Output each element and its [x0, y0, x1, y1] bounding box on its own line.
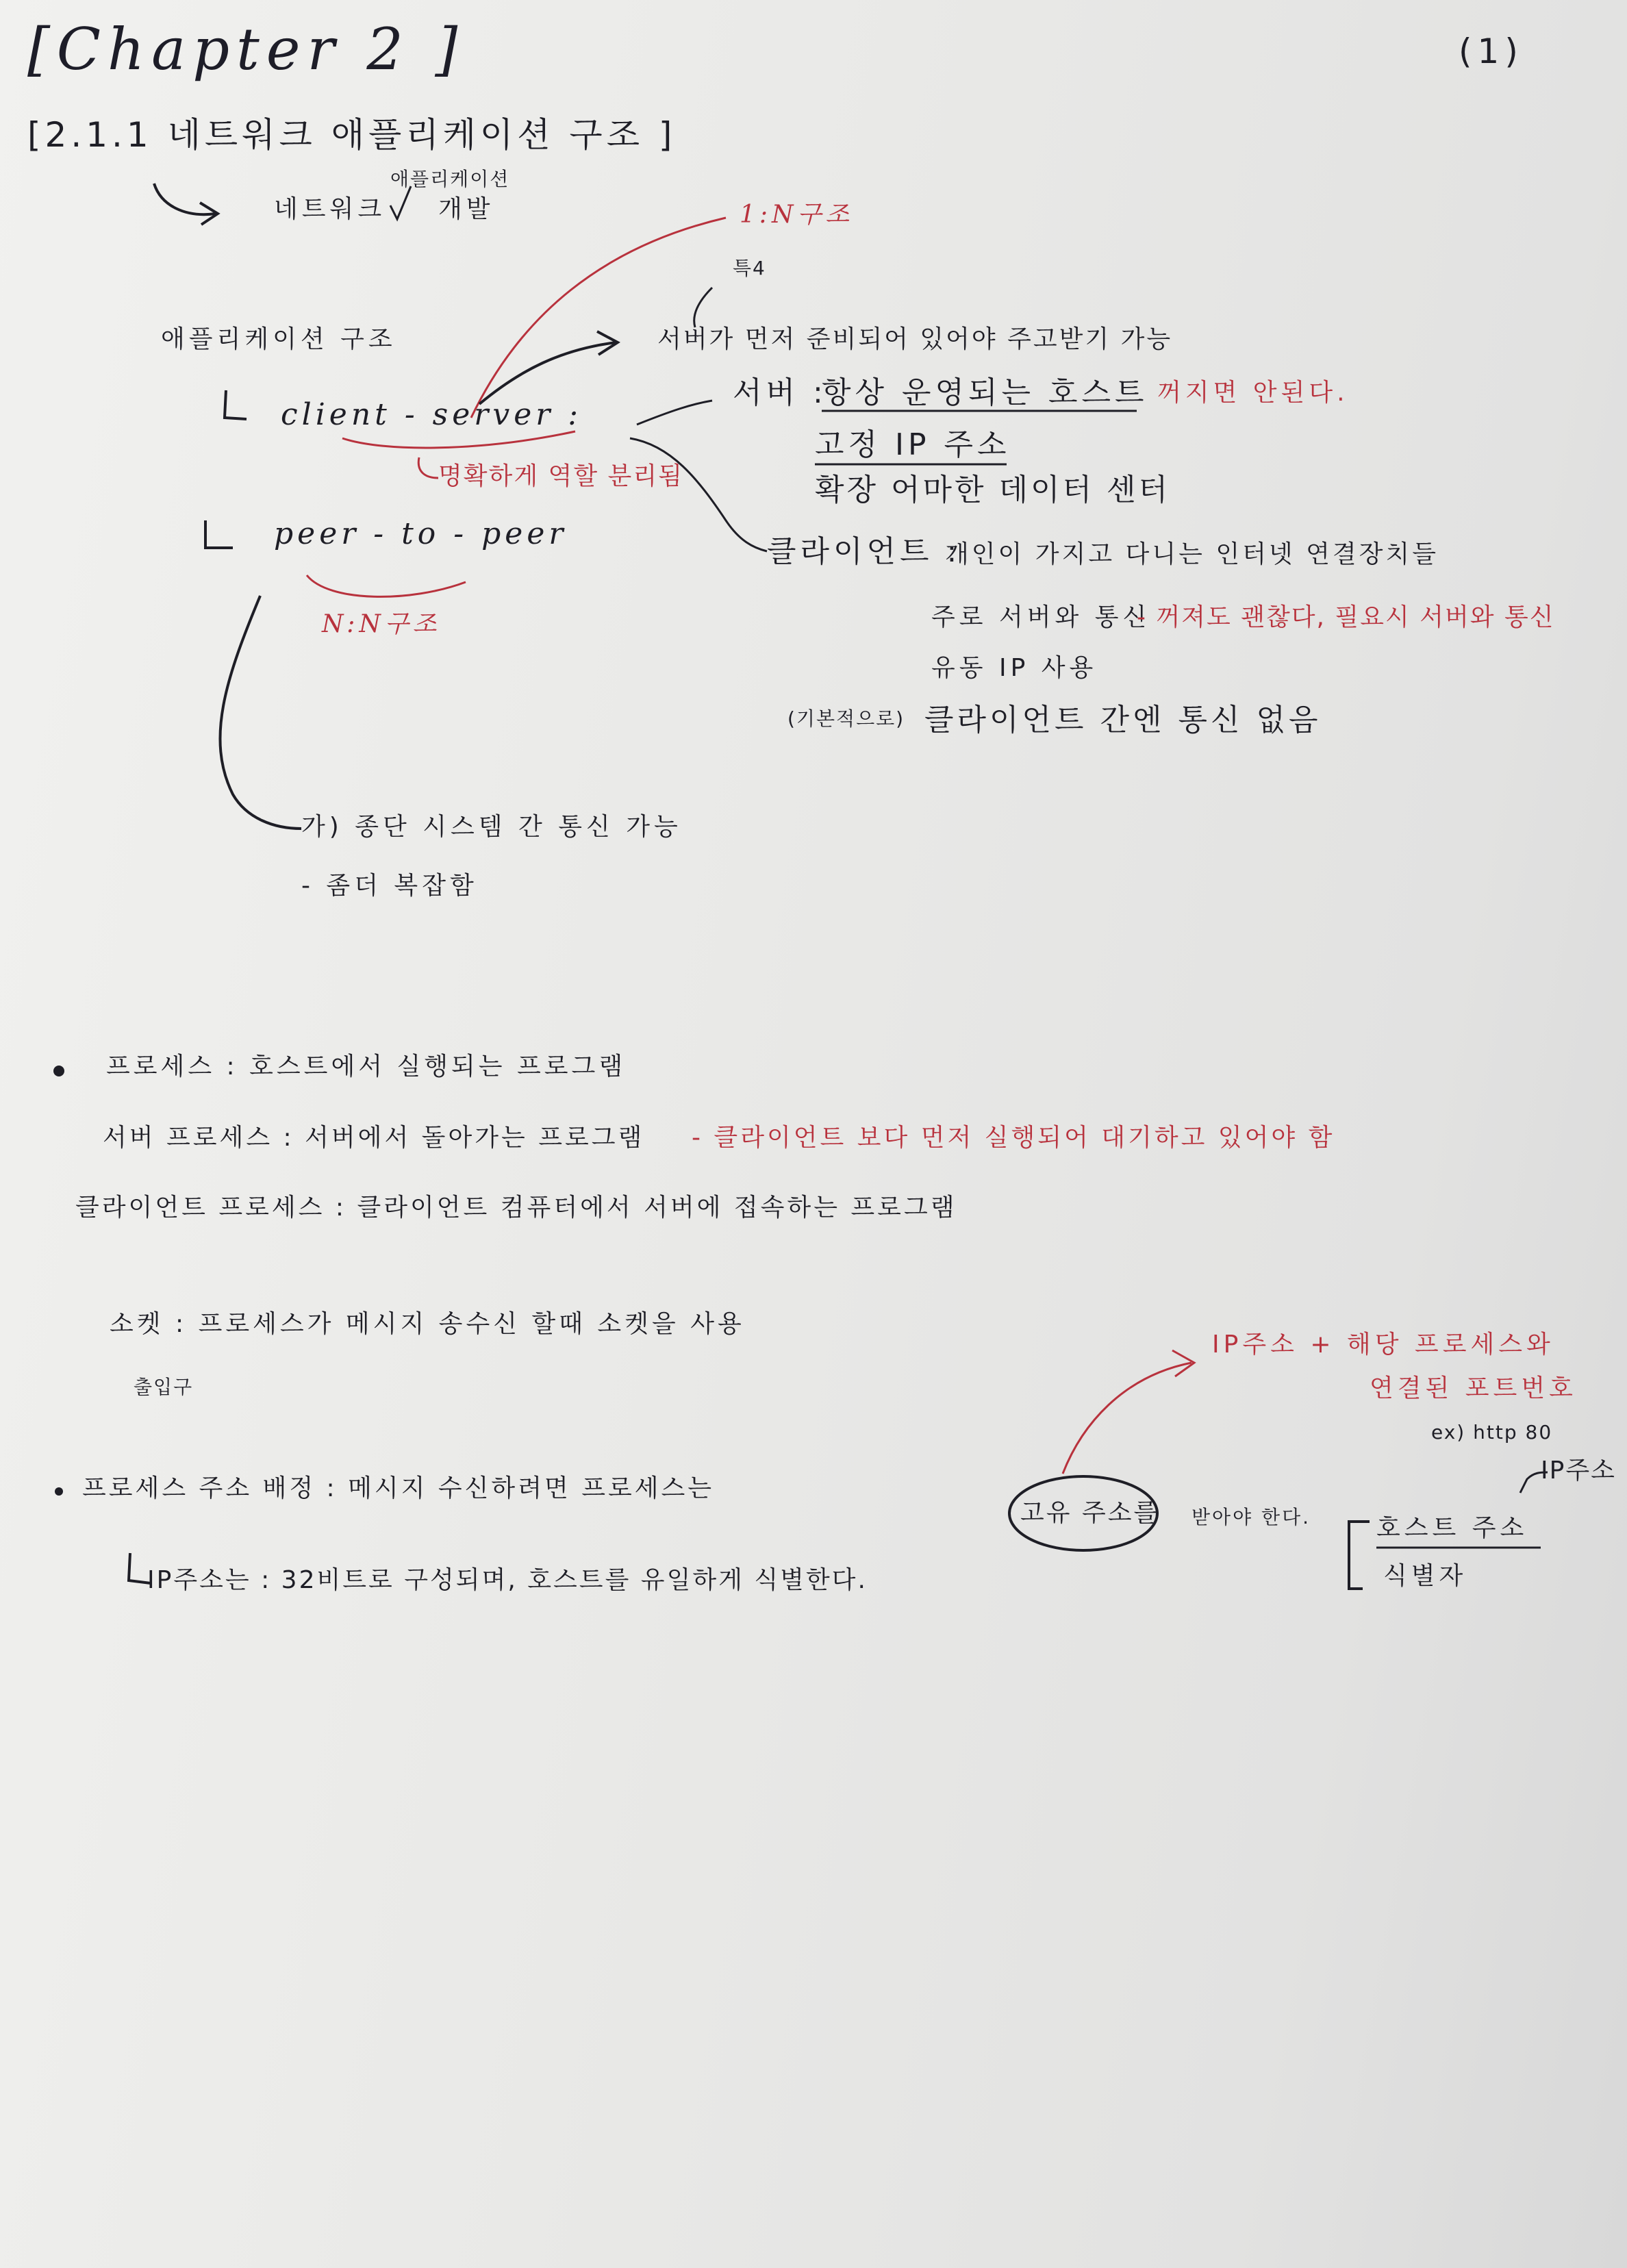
section-heading: [2.1.1 네트워크 애플리케이션 구조 ]	[27, 115, 677, 155]
sub-label: 특4	[733, 257, 766, 279]
tick-sub-label	[694, 288, 712, 327]
addressing-suffix: 받아야 한다.	[1191, 1506, 1311, 1528]
host-address: 호스트 주소	[1376, 1514, 1528, 1542]
subnote-insert: 애플리케이션	[390, 168, 510, 190]
server-label: 서버 :	[733, 375, 827, 410]
one-to-n-annotation: 1:N구조	[740, 201, 854, 229]
arrow-to-server-note	[479, 342, 616, 404]
client-line2-note: - 꺼져도 괜찮다, 필요시 서버와 통신	[1137, 603, 1555, 631]
server-line3: 확장 어마한 데이터 센터	[815, 473, 1170, 507]
process-bullet-dot	[53, 1066, 64, 1076]
p2p-point1: 가) 종단 시스템 간 통신 가능	[301, 813, 682, 841]
p2p-point2: - 좀더 복잡함	[301, 872, 478, 900]
port-annotation-line2: 연결된 포트번호	[1370, 1374, 1577, 1402]
chapter-title: [Chapter 2 ]	[27, 16, 465, 83]
port-example: ex) http 80	[1431, 1421, 1553, 1444]
bracket-host-identifier	[1349, 1522, 1370, 1589]
insertion-caret	[390, 186, 411, 219]
p2p-label: peer - to - peer	[274, 516, 568, 551]
ip-short: IP주소	[1541, 1457, 1616, 1485]
subnote-suffix: 개발	[438, 195, 494, 223]
n-to-n-annotation: N:N구조	[322, 610, 441, 638]
red-underline-client-server	[342, 431, 575, 448]
architecture-label: 애플리케이션 구조	[161, 325, 396, 353]
client-line2: 주로 서버와 통신	[931, 603, 1151, 631]
server-line2: 고정 IP 주소	[815, 427, 1011, 462]
server-process: 서버 프로세스 : 서버에서 돌아가는 프로그램	[103, 1124, 645, 1152]
client-label: 클라이언트 :	[767, 534, 961, 569]
ip-address-line: IP주소는 : 32비트로 구성되며, 호스트를 유일하게 식별한다.	[147, 1566, 868, 1594]
red-arrow-to-one-to-n	[471, 218, 726, 418]
arrow-to-subnote	[154, 184, 216, 214]
server-desc: 항상 운영되는 호스트	[822, 375, 1148, 410]
ip-port-annotation: IP주소 + 해당 프로세스와	[1212, 1331, 1554, 1359]
client-process: 클라이언트 프로세스 : 클라이언트 컴퓨터에서 서버에 접속하는 프로그램	[75, 1194, 957, 1222]
red-underline-p2p	[307, 575, 466, 596]
hook-p2p	[205, 520, 233, 548]
server-first-note: 서버가 먼저 준비되어 있어야 주고받기 가능	[657, 325, 1173, 353]
line-to-server	[637, 401, 712, 425]
line-to-client	[630, 438, 767, 551]
client-line4-prefix: (기본적으로)	[787, 707, 905, 730]
process-definition: 프로세스 : 호스트에서 실행되는 프로그램	[106, 1053, 627, 1081]
client-line4: 클라이언트 간엔 통신 없음	[924, 703, 1322, 738]
roles-annotation: 명확하게 역할 분리됨	[438, 462, 683, 490]
hook-client-server	[225, 390, 247, 419]
socket-sub: 출입구	[134, 1376, 194, 1398]
addressing-bullet-dot	[55, 1487, 63, 1496]
server-process-note: - 클라이언트 보다 먼저 실행되어 대기하고 있어야 함	[692, 1124, 1335, 1152]
red-arrow-to-annotation	[1063, 1363, 1191, 1474]
red-bracket-roles	[418, 457, 438, 478]
identifier: 식별자	[1383, 1562, 1467, 1590]
server-note: 꺼지면 안된다.	[1157, 379, 1349, 407]
circled-unique-address: 고유 주소를	[1020, 1499, 1160, 1527]
curve-to-p2p-points	[220, 596, 301, 829]
addressing-prefix: 프로세스 주소 배정 : 메시지 수신하려면 프로세스는	[82, 1474, 715, 1502]
client-line3: 유동 IP 사용	[931, 654, 1098, 682]
subnote-prefix: 네트워크	[274, 195, 386, 223]
client-desc: 개인이 가지고 다니는 인터넷 연결장치들	[945, 540, 1439, 568]
socket-definition: 소켓 : 프로세스가 메시지 송수신 할때 소켓을 사용	[110, 1310, 745, 1338]
client-server-label: client - server :	[281, 397, 583, 432]
page-number: (1)	[1459, 32, 1524, 71]
